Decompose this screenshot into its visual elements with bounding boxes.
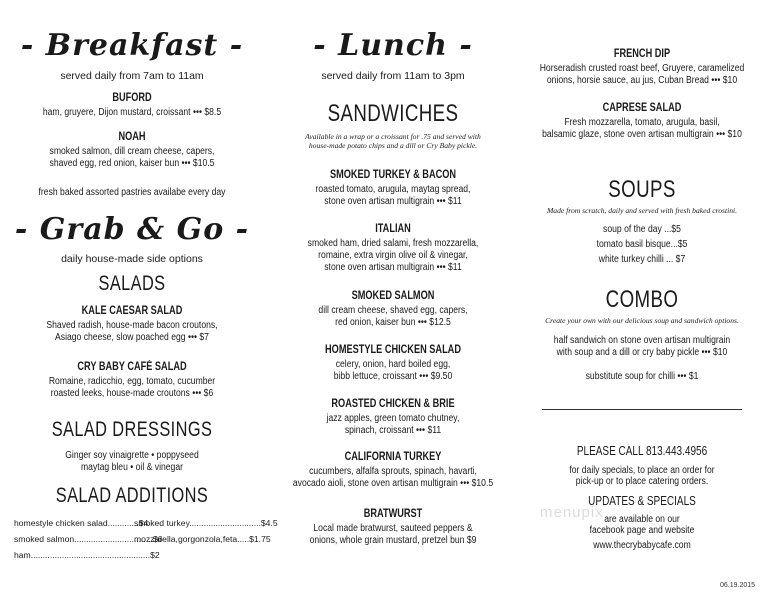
sandwiches-note: Available in a wrap or a croissant for .75 and served with — [305, 132, 481, 141]
salad-item-name: KALE CAESAR SALAD — [81, 305, 183, 317]
updates-heading: UPDATES & SPECIALS — [588, 494, 696, 508]
combo-heading: COMBO — [605, 286, 679, 313]
menupix-watermark: menupix — [540, 504, 604, 521]
combo-line: with soup and a dill or cry baby pickle ••• $10 — [556, 347, 728, 358]
salad-item-name: CRY BABY CAFÉ SALAD — [77, 361, 187, 373]
breakfast-item-desc: ham, gruyere, Dijon mustard, croissant ••• $8.5 — [42, 107, 222, 118]
updates-line: facebook page and website — [589, 525, 695, 536]
combo-line: half sandwich on stone oven artisan multigrain — [553, 335, 731, 346]
call-line: for daily specials, to place an order for — [569, 465, 715, 476]
breakfast-item-desc: smoked salmon, dill cream cheese, capers, — [49, 146, 215, 157]
soup-item: white turkey chilli ... $7 — [598, 254, 686, 265]
salad-item-desc: Asiago cheese, slow poached egg ••• $7 — [55, 332, 209, 343]
salad-additions-heading: SALAD ADDITIONS — [55, 484, 209, 507]
salad-item-desc: roasted leeks, house-made croutons ••• $6 — [50, 388, 214, 399]
menu-item-desc: balsamic glaze, stone oven artisan multigrain ••• $10 — [542, 129, 742, 140]
breakfast-item-desc: shaved egg, red onion, kaiser bun ••• $10.5 — [49, 158, 215, 169]
sandwich-desc: stone oven artisan multigrain ••• $11 — [324, 196, 462, 207]
sandwich-name: ITALIAN — [375, 223, 411, 235]
menu-item-name: CAPRESE SALAD — [602, 102, 682, 114]
addition-item: homestyle chicken salad.............$4 — [14, 518, 149, 528]
sandwich-name: CALIFORNIA TURKEY — [344, 451, 442, 463]
sandwich-name: BRATWURST — [363, 508, 423, 520]
menu-item-desc: onions, horsie sauce, au jus, Cuban Bread ••• $10 — [546, 75, 738, 86]
combo-substitute: substitute soup for chilli ••• $1 — [585, 371, 699, 382]
sandwich-desc: roasted tomato, arugula, maytag spread, — [315, 184, 471, 195]
lunch-title: - Lunch - — [313, 28, 473, 63]
call-line: pick-up or to place catering orders. — [575, 476, 709, 487]
call-heading: PLEASE CALL 813.443.4956 — [576, 444, 708, 458]
addition-item: ham..................................................$2 — [14, 550, 160, 560]
salad-item-desc: Romaine, radicchio, egg, tomato, cucumber — [48, 376, 216, 387]
breakfast-item-name: NOAH — [118, 131, 146, 143]
sandwiches-note: house-made potato chips and a dill or Cry Baby pickle. — [308, 141, 478, 150]
grab-go-subtitle: daily house-made side options — [61, 253, 203, 265]
sandwich-name: SMOKED SALMON — [351, 290, 435, 302]
sandwich-desc: celery, onion, hard boiled egg, — [335, 359, 451, 370]
updates-line: are available on our — [604, 514, 680, 525]
sandwich-desc: Local made bratwurst, sauteed peppers & — [313, 523, 473, 534]
breakfast-title: - Breakfast - — [20, 28, 244, 63]
salads-heading: SALADS — [98, 272, 166, 295]
sandwich-name: ROASTED CHICKEN & BRIE — [331, 398, 455, 410]
addition-item: smoked salmon.................................$6 — [14, 534, 163, 544]
dressing-line: Ginger soy vinaigrette • poppyseed — [65, 450, 199, 461]
sandwich-desc: cucumbers, alfalfa sprouts, spinach, havarti, — [309, 466, 477, 477]
pastries-note: fresh baked assorted pastries availabe every day — [38, 187, 226, 198]
website-link[interactable]: www.thecrybabycafe.com — [593, 540, 691, 551]
combo-note: Create your own with our delicious soup and sandwich options. — [545, 316, 739, 325]
sandwich-name: SMOKED TURKEY & BACON — [329, 169, 457, 181]
soups-note: Made from scratch, daily and served with fresh baked crostini. — [546, 206, 738, 215]
salad-dressings-heading: SALAD DRESSINGS — [51, 418, 213, 441]
sandwich-desc: bibb lettuce, croissant ••• $9.50 — [333, 371, 453, 382]
soups-heading: SOUPS — [608, 176, 676, 203]
addition-item: smoked turkey..............................$4.5 — [134, 518, 278, 528]
sandwiches-heading: SANDWICHES — [327, 100, 459, 127]
sandwich-desc: jazz apples, green tomato chutney, — [326, 413, 460, 424]
breakfast-item-name: BUFORD — [112, 92, 152, 104]
lunch-hours: served daily from 11am to 3pm — [321, 70, 465, 82]
sandwich-desc: smoked ham, dried salami, fresh mozzarella, — [307, 238, 479, 249]
sandwich-desc: avocado aioli, stone oven artisan multigrain ••• $10.5 — [292, 478, 494, 489]
menu-item-desc: Fresh mozzarella, tomato, arugula, basil, — [564, 117, 720, 128]
section-divider — [542, 409, 742, 410]
menu-item-desc: Horseradish crusted roast beef, Gruyere, caramelized — [539, 63, 745, 74]
salad-item-desc: Shaved radish, house-made bacon croutons, — [46, 320, 218, 331]
dressing-line: maytag bleu • oil & vinegar — [81, 462, 183, 473]
sandwich-desc: red onion, kaiser bun ••• $12.5 — [335, 317, 451, 328]
soup-item: soup of the day ...$5 — [603, 224, 681, 235]
sandwich-desc: onions, whole grain mustard, pretzel bun $9 — [309, 535, 477, 546]
print-date: 06.19.2015 — [720, 582, 756, 589]
sandwich-desc: stone oven artisan multigrain ••• $11 — [324, 262, 462, 273]
grab-go-title: - Grab & Go - — [14, 212, 250, 247]
menu-item-name: FRENCH DIP — [613, 48, 671, 60]
sandwich-name: HOMESTYLE CHICKEN SALAD — [325, 344, 461, 356]
soup-item: tomato basil bisque...$5 — [596, 239, 688, 250]
addition-item: mozzarella,gorgonzola,feta.....$1.75 — [134, 534, 271, 544]
breakfast-hours: served daily from 7am to 11am — [60, 70, 204, 82]
sandwich-desc: romaine, extra virgin olive oil & vinegar, — [318, 250, 468, 261]
sandwich-desc: spinach, croissant ••• $11 — [344, 425, 442, 436]
sandwich-desc: dill cream cheese, shaved egg, capers, — [318, 305, 468, 316]
